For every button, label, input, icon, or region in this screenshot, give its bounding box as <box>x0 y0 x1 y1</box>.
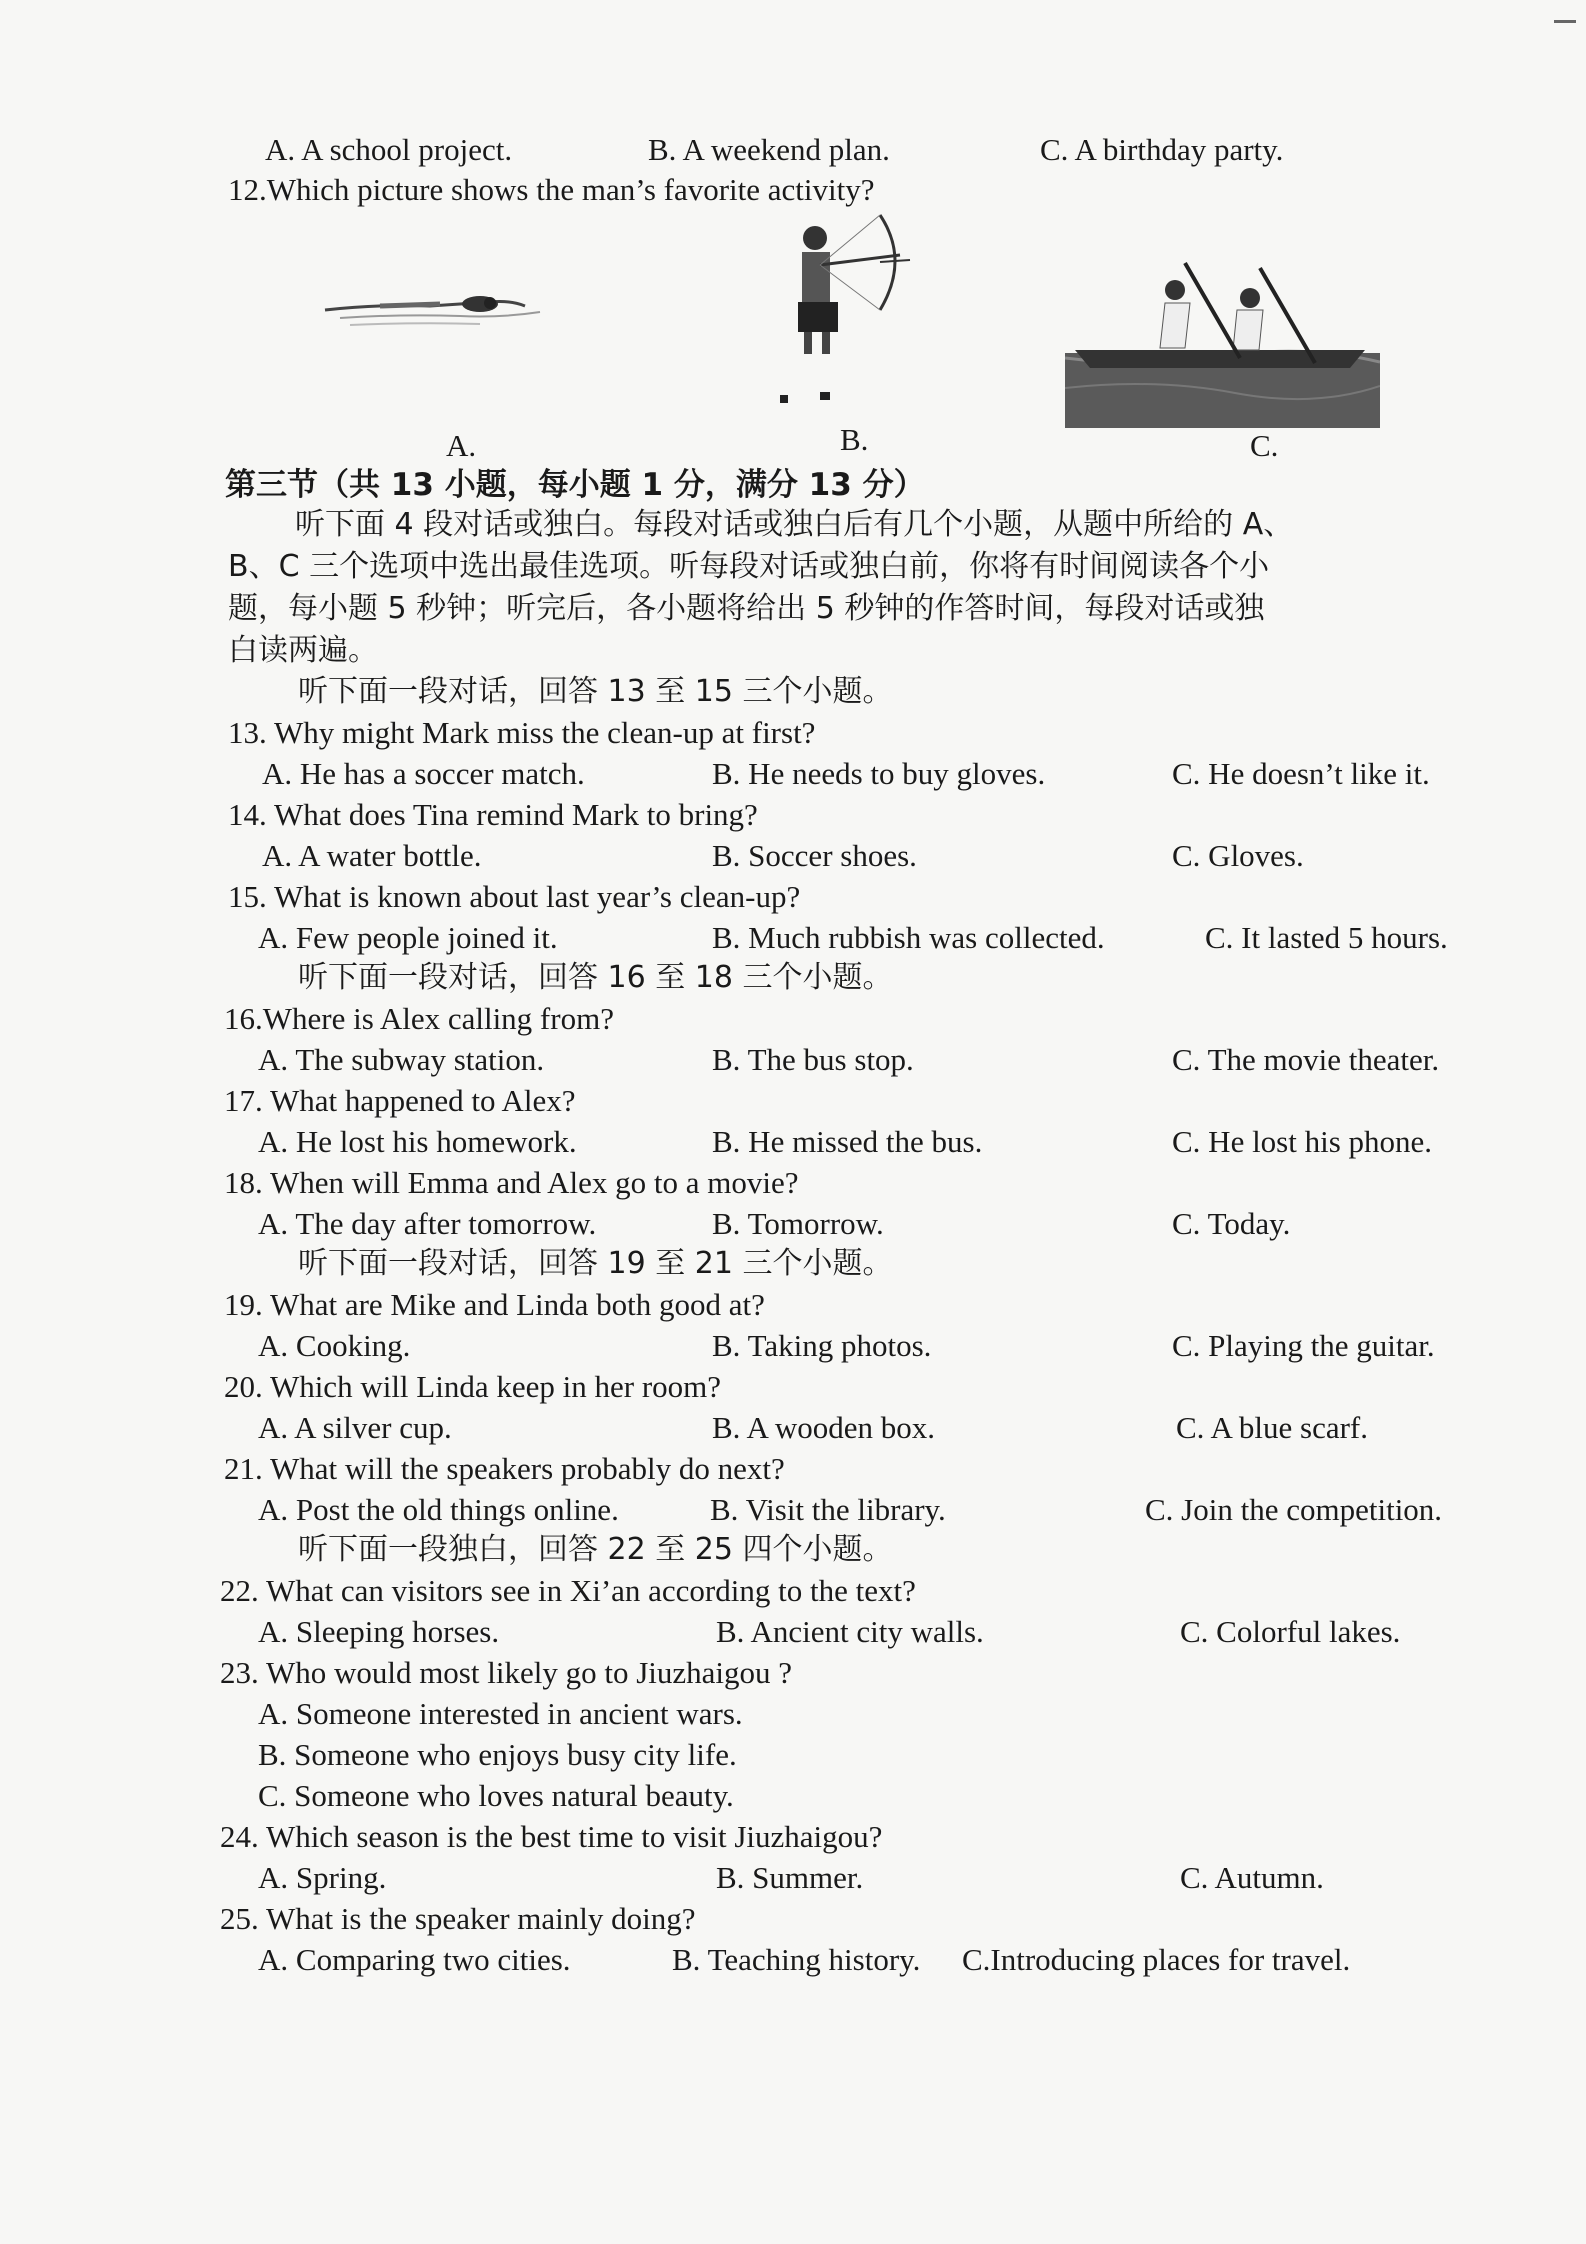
question-24: 24. Which season is the best time to visit Jiuzhaigou? <box>220 1819 883 1854</box>
instruction-line-1: 听下面 4 段对话或独白。每段对话或独白后有几个小题，从题中所给的 A、 <box>295 507 1294 542</box>
q15-option-a: A. Few people joined it. <box>258 920 558 955</box>
q21-option-c: C. Join the competition. <box>1145 1492 1443 1527</box>
q17-option-a: A. He lost his homework. <box>258 1124 577 1159</box>
q13-option-b: B. He needs to buy gloves. <box>712 756 1046 791</box>
q20-option-b: B. A wooden box. <box>712 1410 936 1445</box>
question-15: 15. What is known about last year’s clean-up? <box>228 879 801 914</box>
question-22: 22. What can visitors see in Xi’an according to the text? <box>220 1573 916 1608</box>
archery-icon <box>760 210 920 410</box>
q16-option-b: B. The bus stop. <box>712 1042 914 1077</box>
note-16-18: 听下面一段对话，回答 16 至 18 三个小题。 <box>298 960 893 995</box>
q18-option-b: B. Tomorrow. <box>712 1206 884 1241</box>
q18-option-a: A. The day after tomorrow. <box>258 1206 597 1241</box>
question-21: 21. What will the speakers probably do next? <box>224 1451 785 1486</box>
q14-option-c: C. Gloves. <box>1172 838 1304 873</box>
q21-option-b: B. Visit the library. <box>710 1492 946 1527</box>
q17-option-c: C. He lost his phone. <box>1172 1124 1433 1159</box>
note-22-25: 听下面一段独白，回答 22 至 25 四个小题。 <box>298 1532 893 1567</box>
question-18: 18. When will Emma and Alex go to a movie? <box>224 1165 799 1200</box>
section3-header: 第三节（共 13 小题，每小题 1 分，满分 13 分） <box>225 467 925 503</box>
question-25: 25. What is the speaker mainly doing? <box>220 1901 696 1936</box>
q19-option-c: C. Playing the guitar. <box>1172 1328 1435 1363</box>
picture-c-label: C. <box>1250 428 1279 463</box>
q12-question: 12.Which picture shows the man’s favorite activity? <box>228 172 875 207</box>
q19-option-b: B. Taking photos. <box>712 1328 932 1363</box>
q20-option-a: A. A silver cup. <box>258 1410 452 1445</box>
q13-option-a: A. He has a soccer match. <box>262 756 585 791</box>
q25-option-a: A. Comparing two cities. <box>258 1942 571 1977</box>
q11-option-c: C. A birthday party. <box>1040 132 1284 167</box>
rowing-icon <box>1065 258 1380 428</box>
note-13-15: 听下面一段对话，回答 13 至 15 三个小题。 <box>298 674 893 709</box>
question-13: 13. Why might Mark miss the clean-up at first? <box>228 715 816 750</box>
question-14: 14. What does Tina remind Mark to bring? <box>228 797 758 832</box>
swimming-icon <box>320 270 550 350</box>
question-20: 20. Which will Linda keep in her room? <box>224 1369 722 1404</box>
question-16: 16.Where is Alex calling from? <box>224 1001 614 1036</box>
q22-option-a: A. Sleeping horses. <box>258 1614 500 1649</box>
q15-option-b: B. Much rubbish was collected. <box>712 920 1105 955</box>
question-17: 17. What happened to Alex? <box>224 1083 576 1118</box>
q17-option-b: B. He missed the bus. <box>712 1124 983 1159</box>
q25-option-c: C.Introducing places for travel. <box>962 1942 1351 1977</box>
q20-option-c: C. A blue scarf. <box>1176 1410 1368 1445</box>
q24-option-a: A. Spring. <box>258 1860 387 1895</box>
note-19-21: 听下面一段对话，回答 19 至 21 三个小题。 <box>298 1246 893 1281</box>
question-19: 19. What are Mike and Linda both good at? <box>224 1287 765 1322</box>
question-23: 23. Who would most likely go to Jiuzhaigou ? <box>220 1655 793 1690</box>
q24-option-c: C. Autumn. <box>1180 1860 1324 1895</box>
q21-option-a: A. Post the old things online. <box>258 1492 619 1527</box>
instruction-line-4: 白读两遍。 <box>228 633 378 668</box>
q11-option-a: A. A school project. <box>265 132 513 167</box>
picture-b-label: B. <box>840 422 869 457</box>
q16-option-a: A. The subway station. <box>258 1042 545 1077</box>
q25-option-b: B. Teaching history. <box>672 1942 921 1977</box>
q22-option-b: B. Ancient city walls. <box>716 1614 984 1649</box>
instruction-line-2: B、C 三个选项中选出最佳选项。听每段对话或独白前，你将有时间阅读各个小 <box>228 549 1270 584</box>
q23-option-a: A. Someone interested in ancient wars. <box>258 1696 743 1731</box>
q14-option-b: B. Soccer shoes. <box>712 838 917 873</box>
q18-option-c: C. Today. <box>1172 1206 1291 1241</box>
q22-option-c: C. Colorful lakes. <box>1180 1614 1401 1649</box>
q13-option-c: C. He doesn’t like it. <box>1172 756 1430 791</box>
scan-edge-mark <box>1554 20 1576 23</box>
q11-option-b: B. A weekend plan. <box>648 132 890 167</box>
q15-option-c: C. It lasted 5 hours. <box>1205 920 1448 955</box>
q16-option-c: C. The movie theater. <box>1172 1042 1440 1077</box>
q23-option-c: C. Someone who loves natural beauty. <box>258 1778 734 1813</box>
q19-option-a: A. Cooking. <box>258 1328 411 1363</box>
q23-option-b: B. Someone who enjoys busy city life. <box>258 1737 737 1772</box>
picture-a-label: A. <box>446 428 477 463</box>
q24-option-b: B. Summer. <box>716 1860 864 1895</box>
instruction-line-3: 题，每小题 5 秒钟；听完后，各小题将给出 5 秒钟的作答时间，每段对话或独 <box>228 591 1265 626</box>
q14-option-a: A. A water bottle. <box>262 838 482 873</box>
